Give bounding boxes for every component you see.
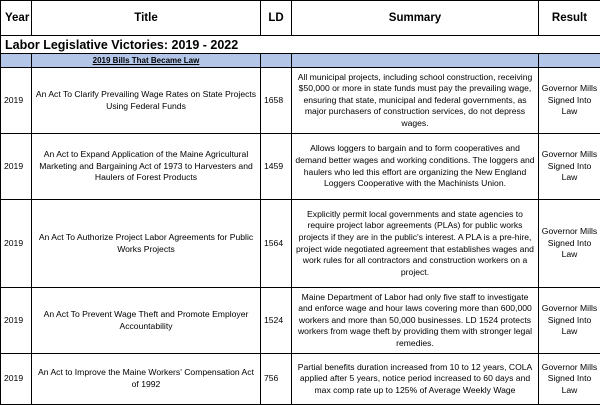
table-row [1, 354, 600, 405]
cell-summary: Explicitly permit local governments and state agencies to require project labor agreements (PLAs) for public works projects if they are in the public's interest. A PLA is a pre-hire, project wide negotiated agreement that establishes wages and work rules for all contractors and construction workers on a project. [292, 200, 539, 288]
subsection-row [1, 54, 600, 68]
cell-result: Governor Mills Signed Into Law [539, 354, 600, 405]
cell-result: Governor Mills Signed Into Law [539, 68, 600, 134]
subsection-spacer [539, 54, 600, 68]
cell-summary: All municipal projects, including school construction, receiving $50,000 or more in state funds must pay the prevailing wage, ensuring that state, municipal and federal governments, as major purchasers of construction services, do not depress wages. [292, 68, 539, 134]
header-summary: Summary [292, 1, 539, 36]
section-title: Labor Legislative Victories: 2019 - 2022 [1, 36, 600, 54]
cell-ld: 1564 [261, 200, 292, 288]
header-row [1, 1, 600, 36]
cell-title: An Act To Clarify Prevailing Wage Rates on State Projects Using Federal Funds [32, 68, 261, 134]
cell-title: An Act to Improve the Maine Workers' Compensation Act of 1992 [32, 354, 261, 405]
cell-year: 2019 [1, 200, 32, 288]
cell-result: Governor Mills Signed Into Law [539, 288, 600, 354]
subsection-title: 2019 Bills That Became Law [32, 54, 261, 68]
subsection-spacer [292, 54, 539, 68]
table-row [1, 134, 600, 200]
cell-title: An Act to Expand Application of the Maine Agricultural Marketing and Bargaining Act of 1973 to Harvesters and Haulers of Forest Products [32, 134, 261, 200]
cell-year: 2019 [1, 134, 32, 200]
subsection-spacer [261, 54, 292, 68]
cell-year: 2019 [1, 68, 32, 134]
cell-ld: 1658 [261, 68, 292, 134]
cell-ld: 1459 [261, 134, 292, 200]
header-result: Result [539, 1, 600, 36]
subsection-spacer [1, 54, 32, 68]
cell-result: Governor Mills Signed Into Law [539, 200, 600, 288]
header-title: Title [32, 1, 261, 36]
cell-title: An Act To Prevent Wage Theft and Promote Employer Accountability [32, 288, 261, 354]
table-row [1, 288, 600, 354]
table-row [1, 68, 600, 134]
section-row [1, 36, 600, 54]
cell-summary: Partial benefits duration increased from 10 to 12 years, COLA applied after 5 years, notice period increased to 60 days and max comp rate up to 125% of Average Weekly Wage [292, 354, 539, 405]
header-ld: LD [261, 1, 292, 36]
cell-result: Governor Mills Signed Into Law [539, 134, 600, 200]
cell-title: An Act To Authorize Project Labor Agreements for Public Works Projects [32, 200, 261, 288]
cell-ld: 756 [261, 354, 292, 405]
cell-year: 2019 [1, 354, 32, 405]
cell-summary: Allows loggers to bargain and to form cooperatives and demand better wages and working conditions. The loggers and haulers who led this effort are organizing the New England Loggers Cooperative with the Machinists Union. [292, 134, 539, 200]
table-row [1, 200, 600, 288]
cell-year: 2019 [1, 288, 32, 354]
cell-summary: Maine Department of Labor had only five staff to investigate and enforce wage and hour laws covering more than 600,000 workers and more than 50,000 businesses. LD 1524 protects workers from wage theft by providing them with stronger legal remedies. [292, 288, 539, 354]
header-year: Year [1, 1, 32, 36]
cell-ld: 1524 [261, 288, 292, 354]
